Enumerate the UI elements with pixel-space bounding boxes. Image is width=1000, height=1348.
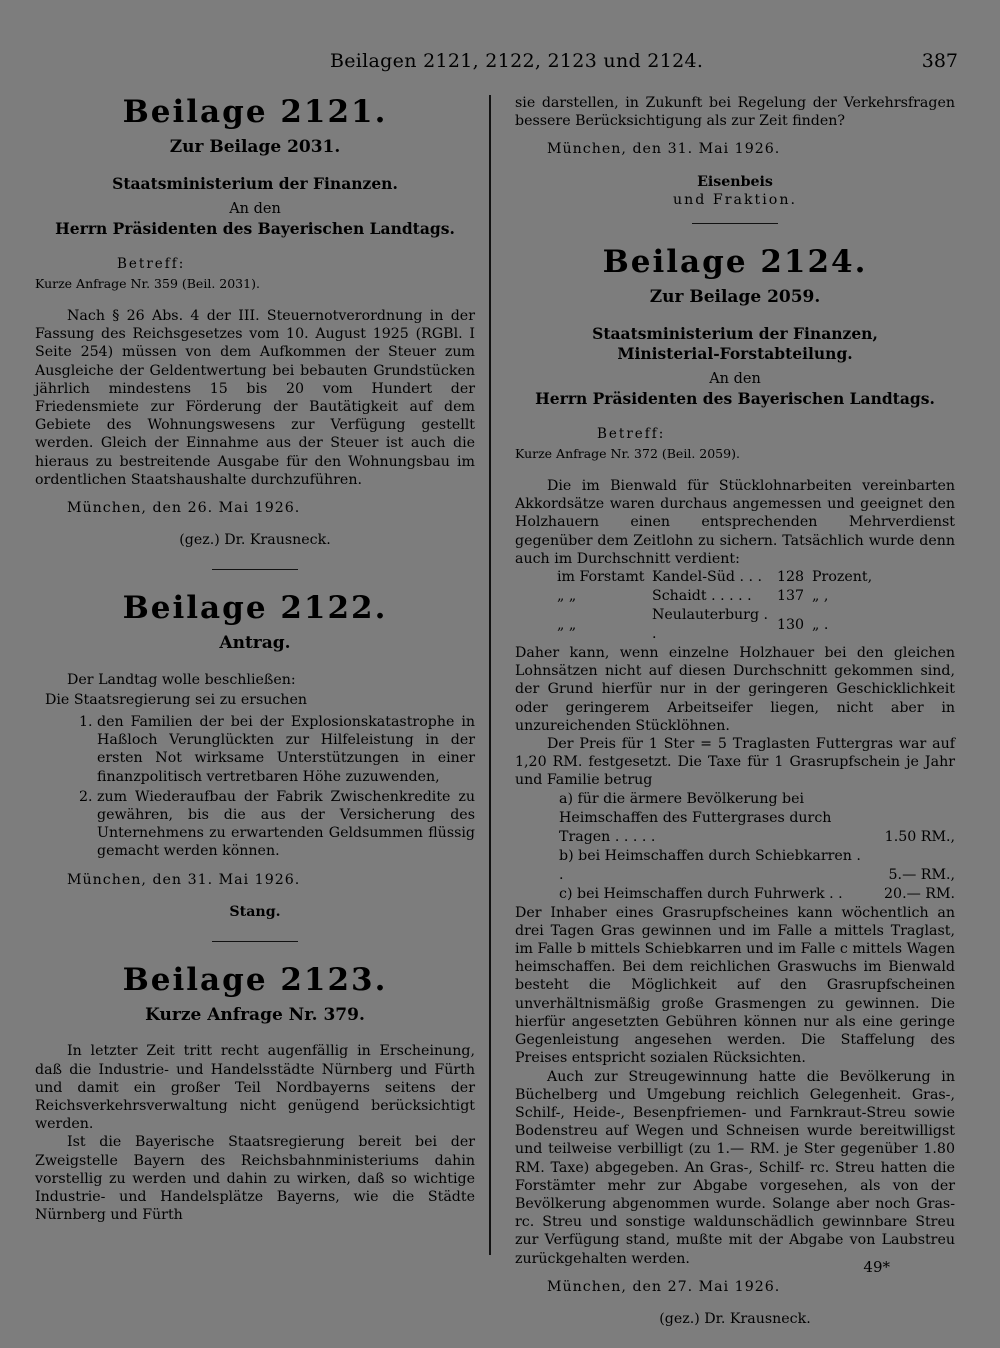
table-cell: Schaidt . . . . .	[652, 588, 752, 605]
beilage-2123-title: Beilage 2123.	[122, 962, 388, 999]
column-divider	[489, 95, 491, 1255]
beilage-2121-addr1: An den	[229, 201, 281, 218]
table-cell: Neulauterburg . .	[652, 607, 769, 643]
table-cell: 130	[777, 616, 805, 633]
beilage-2123-p1: In letzter Zeit tritt recht augenfällig in Erscheinung, daß die Industrie- und Handelsstädte Nürnberg und Fürth und damit ein großer Teil Nordbayerns seitens der Reichsverkehrsverwaltung nicht genügend berücksichtigt werden.	[35, 1043, 475, 1133]
beilage-2122-signature: Stang.	[229, 903, 281, 920]
table-row	[515, 885, 955, 904]
beilage-2124-betreff: Kurze Anfrage Nr. 372 (Beil. 2059).	[515, 445, 740, 461]
beilage-2124-title: Beilage 2124.	[602, 244, 868, 281]
beilage-2124-org2: Ministerial-Forstabteilung.	[617, 344, 853, 364]
beilage-2123	[35, 962, 475, 1224]
beilage-2123-p2: Ist die Bayerische Staatsregierung bereit bei der Zweigstelle Bayern des Reichsbahnministeriums dahin vorstellig zu werden und dahin zu wirken, daß so wichtige Industrie- und Handelsplätze Bayerns, wie die Städte Nürnberg und Fürth	[35, 1134, 475, 1224]
list-item: 1. den Familien der bei der Explosionskatastrophe in Haßloch Verunglückten zur Hilfeleistung in der ersten Not wirksame Unterstützungen in einer finanzpolitisch vertretbaren Höhe zuzuwenden,	[97, 713, 475, 786]
footer-mark: 49*	[863, 1258, 890, 1276]
beilage-2122-intro2: Die Staatsregierung sei zu ersuchen	[45, 691, 308, 708]
beilage-2124-p3: Der Preis für 1 Ster = 5 Traglasten Futtergras war auf 1,20 RM. festgesetzt. Die Taxe für 1 Grasrupfschein je Jahr und Familie betrug	[515, 736, 955, 789]
beilage-2122	[35, 590, 475, 942]
right-column	[515, 94, 955, 1348]
beilage-2121-betreff-label: Betreff:	[117, 255, 186, 272]
beilage-2122-date: München, den 31. Mai 1926.	[67, 871, 301, 888]
fee-label: a) für die ärmere Bevölkerung bei Heimschaffen des Futtergrases durch Tragen . . . . .	[559, 790, 832, 845]
beilage-2124-signature: (gez.) Dr. Krausneck.	[659, 1310, 811, 1327]
beilage-2121-date: München, den 26. Mai 1926.	[67, 500, 301, 517]
fee-label: b) bei Heimschaffen durch Schiebkarren . .	[559, 847, 861, 883]
beilage-2122-intro1: Der Landtag wolle beschließen:	[67, 671, 296, 688]
beilage-2123-sig1: Eisenbeis	[697, 173, 773, 190]
table-row	[515, 568, 955, 587]
left-column	[35, 88, 475, 1224]
forstamt-table	[515, 568, 955, 644]
beilage-2121-title: Beilage 2121.	[122, 94, 388, 130]
fee-value: 1.50 RM.,	[884, 828, 955, 845]
beilage-2123-subtitle: Kurze Anfrage Nr. 379.	[145, 1005, 365, 1026]
fee-label: c) bei Heimschaffen durch Fuhrwerk . .	[559, 885, 843, 902]
table-cell: 137	[777, 588, 805, 605]
beilage-2124-p2: Daher kann, wenn einzelne Holzhauer bei den gleichen Lohnsätzen nicht auf diesen Durchschnitt gekommen sind, der Grund hierfür nur in der geringeren Geschicklichkeit oder geringerem Arbeitseifer liegen, nicht aber in unzureichenden Stücklöhnen.	[515, 645, 955, 734]
beilage-2121-signature: (gez.) Dr. Krausneck.	[179, 532, 331, 549]
beilage-2123-sig2: und Fraktion.	[673, 191, 797, 208]
beilage-2121-org: Staatsministerium der Finanzen.	[112, 174, 398, 194]
table-cell: Prozent,	[812, 569, 873, 586]
table-cell: 128	[777, 569, 805, 586]
section-rule	[692, 223, 778, 224]
table-cell: „ ,	[812, 588, 829, 605]
beilage-2121-addr2: Herrn Präsidenten des Bayerischen Landtags.	[55, 219, 455, 239]
table-row	[515, 847, 955, 885]
section-rule	[212, 569, 298, 570]
fees-table	[515, 790, 955, 904]
table-cell: im Forstamt	[557, 569, 645, 586]
list-item: 2. zum Wiederaufbau der Fabrik Zwischenkredite zu gewähren, bis die aus der Versicherung des Unternehmens zu erwartenden Geldsummen flüssig gemacht werden können.	[97, 788, 475, 861]
beilage-2124-p5: Auch zur Streugewinnung hatte die Bevölkerung in Büchelberg und Umgebung reichlich Gelegenheit. Gras-, Schilf-, Heide-, Besenpfriemen- und Farnkraut-Streu sowie Bodenstreu auf Wegen und Schneisen wurde bereitwilligst und teilweise verbilligt (zu 1.— RM. je Ster gegenüber 1.80 RM. Taxe) abgegeben. An Gras-, Schilf- rc. Streu hatten die Forstämter mehr zur Abgabe vorgesehen, als von der Bevölkerung abgenommen wurde. Solange aber noch Gras- rc. Streu und sonstige waldunschädlich gewinnbare Streu zur Verfügung stand, mußte mit der Abgabe von Laubstreu zurückgehalten werden.	[515, 1068, 955, 1267]
beilage-2124-betreff-label: Betreff:	[597, 425, 666, 442]
beilage-2124	[515, 244, 955, 1328]
table-row	[515, 587, 955, 606]
beilage-2124-addr2: Herrn Präsidenten des Bayerischen Landtags.	[535, 389, 935, 409]
beilage-2123-date: München, den 31. Mai 1926.	[547, 141, 781, 158]
beilage-2124-date: München, den 27. Mai 1926.	[547, 1278, 781, 1295]
table-cell: „ „	[557, 588, 577, 605]
beilage-2124-org1: Staatsministerium der Finanzen,	[592, 324, 878, 344]
beilage-2122-list	[35, 713, 475, 861]
beilage-2121-betreff: Kurze Anfrage Nr. 359 (Beil. 2031).	[35, 275, 260, 291]
table-row	[515, 606, 955, 644]
beilage-2124-p4: Der Inhaber eines Grasrupfscheines kann wöchentlich an drei Tagen Gras gewinnen und im Falle a mittels Traglast, im Falle b mittels Schiebkarren und im Falle c mittels Wagen heimschaffen. Bei dem reichlichen Graswuchs im Bienwald besteht die Möglichkeit auf den Grasrupfscheinen unverhältnismäßig große Grasmengen zu gewinnen. Die hierfür angesetzten Gebühren können nur als eine geringe Gegenleistung angesehen werden. Die Staffelung des Preises entspricht sozialen Rücksichten.	[515, 904, 955, 1067]
table-cell: „ .	[812, 616, 829, 633]
beilage-2124-subtitle: Zur Beilage 2059.	[649, 287, 821, 308]
table-cell: Kandel-Süd . . .	[652, 569, 763, 586]
beilage-2122-subtitle: Antrag.	[219, 633, 291, 654]
beilage-2124-p1: Die im Bienwald für Stücklohnarbeiten vereinbarten Akkordsätze waren durchaus angemessen und geeignet den Holzhauern einen entsprechenden Mehrverdienst gegenüber dem Zeitlohn zu sichern. Tatsächlich wurde denn auch im Durchschnitt verdient:	[515, 478, 955, 567]
running-title: Beilagen 2121, 2122, 2123 und 2124.	[330, 50, 704, 72]
beilage-2123-continued	[515, 94, 955, 224]
table-cell: „ „	[557, 616, 577, 633]
beilage-2121-subtitle: Zur Beilage 2031.	[169, 137, 341, 157]
fee-value: 5.— RM.,	[888, 866, 955, 883]
table-row	[515, 790, 955, 847]
beilage-2124-addr1: An den	[709, 371, 761, 388]
page-number: 387	[921, 50, 958, 72]
beilage-2121-body: Nach § 26 Abs. 4 der III. Steuernotverordnung in der Fassung des Reichsgesetzes vom 10. August 1925 (RGBl. I Seite 254) müssen von dem Aufkommen der Steuer zum Ausgleiche der Geldentwertung bei bebauten Grundstücken jährlich mindestens 15 bis 20 vom Hundert der Friedensmiete zur Förderung der Bautätigkeit auf dem Gebiete des Wohnungswesens zur Verfügung gestellt werden. Gleich der Einnahme aus der Steuer ist auch die hieraus zu bestreitende Ausgabe für den Wohnungsbau im ordentlichen Staatshaushalte durchzuführen.	[35, 308, 475, 488]
beilage-2121	[35, 94, 475, 570]
section-rule	[212, 941, 298, 942]
beilage-2122-title: Beilage 2122.	[122, 590, 388, 627]
fee-value: 20.— RM.	[884, 885, 955, 902]
beilage-2123-p3: sie darstellen, in Zukunft bei Regelung der Verkehrsfragen bessere Berücksichtigung als zur Zeit finden?	[515, 95, 955, 130]
